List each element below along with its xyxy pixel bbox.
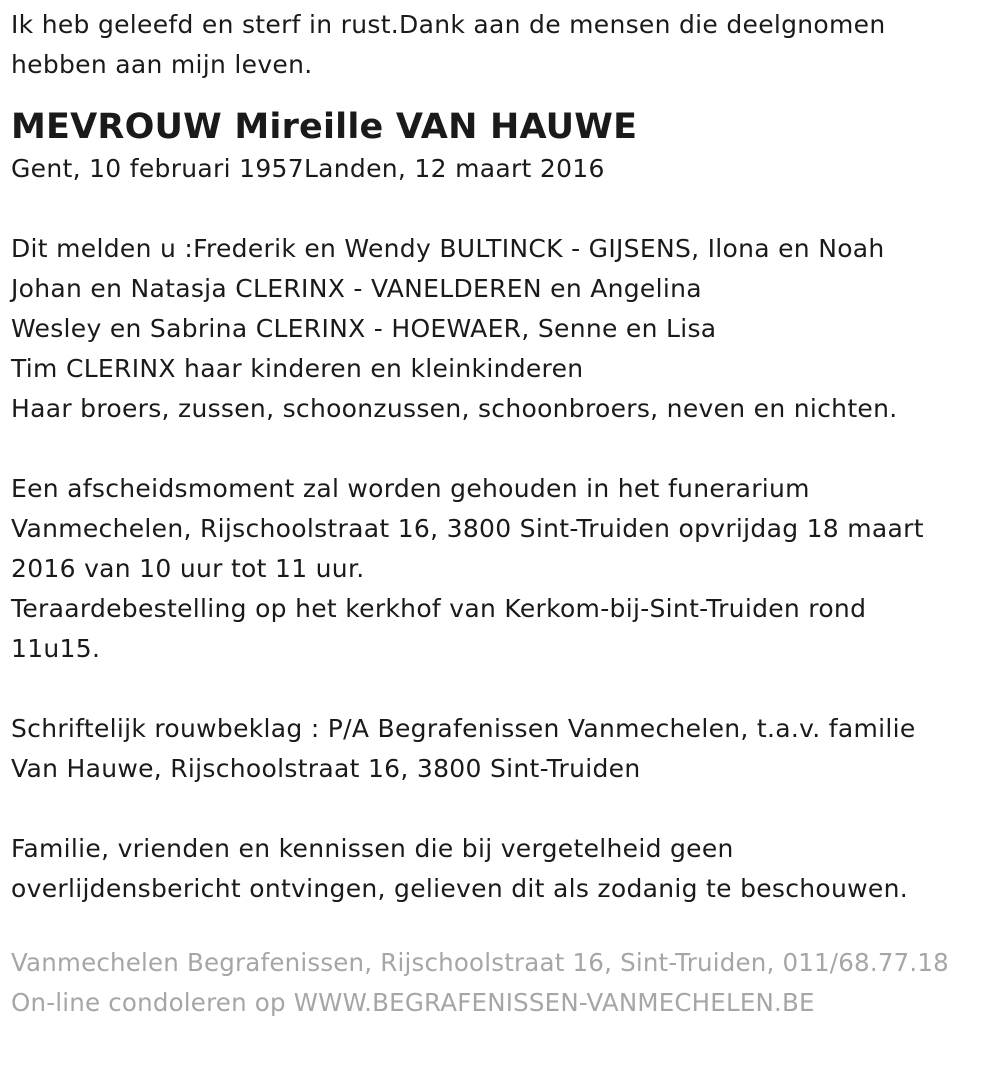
intro-quote — [11, 0, 1000, 85]
ceremony-line: 11u15. — [11, 634, 101, 663]
intro-line: Ik heb geleefd en sterf in rust.Dank aan de mensen die deelgnomen — [11, 10, 886, 39]
ceremony-line: 2016 van 10 uur tot 11 uur. — [11, 554, 365, 583]
condolence-line: Schriftelijk rouwbeklag : P/A Begrafenissen Vanmechelen, t.a.v. familie — [11, 714, 916, 743]
notice-line: overlijdensbericht ontvingen, gelieven dit als zodanig te beschouwen. — [11, 874, 908, 903]
ceremony-line: Vanmechelen, Rijschoolstraat 16, 3800 Sint-Truiden opvrijdag 18 maart — [11, 514, 924, 543]
family-line: Haar broers, zussen, schoonzussen, schoonbroers, neven en nichten. — [11, 394, 898, 423]
ceremony-details — [11, 469, 1000, 669]
family-line: Wesley en Sabrina CLERINX - HOEWAER, Senne en Lisa — [11, 314, 717, 343]
footer-line: Vanmechelen Begrafenissen, Rijschoolstraat 16, Sint-Truiden, 011/68.77.18 — [11, 948, 949, 977]
ceremony-line: Een afscheidsmoment zal worden gehouden in het funerarium — [11, 474, 810, 503]
birth-death-dates: Gent, 10 februari 1957Landen, 12 maart 2016 — [11, 154, 605, 183]
spacer — [11, 789, 1000, 829]
spacer — [11, 429, 1000, 469]
condolence-address — [11, 709, 1000, 789]
intro-line: hebben aan mijn leven. — [11, 50, 313, 79]
notice-line: Familie, vrienden en kennissen die bij vergetelheid geen — [11, 834, 734, 863]
funeral-home-footer — [11, 943, 1000, 1023]
notice — [11, 829, 1000, 909]
ceremony-line: Teraardebestelling op het kerkhof van Kerkom-bij-Sint-Truiden rond — [11, 594, 867, 623]
condolence-line: Van Hauwe, Rijschoolstraat 16, 3800 Sint-Truiden — [11, 754, 641, 783]
family-announcement — [11, 229, 1000, 429]
deceased-name: MEVROUW Mireille VAN HAUWE — [11, 107, 638, 147]
spacer — [11, 189, 1000, 229]
family-line: Tim CLERINX haar kinderen en kleinkinderen — [11, 354, 584, 383]
spacer — [11, 669, 1000, 709]
family-line: Dit melden u :Frederik en Wendy BULTINCK - GIJSENS, Ilona en Noah — [11, 234, 885, 263]
footer-line: On-line condoleren op WWW.BEGRAFENISSEN-VANMECHELEN.BE — [11, 988, 815, 1017]
family-line: Johan en Natasja CLERINX - VANELDEREN en Angelina — [11, 274, 702, 303]
